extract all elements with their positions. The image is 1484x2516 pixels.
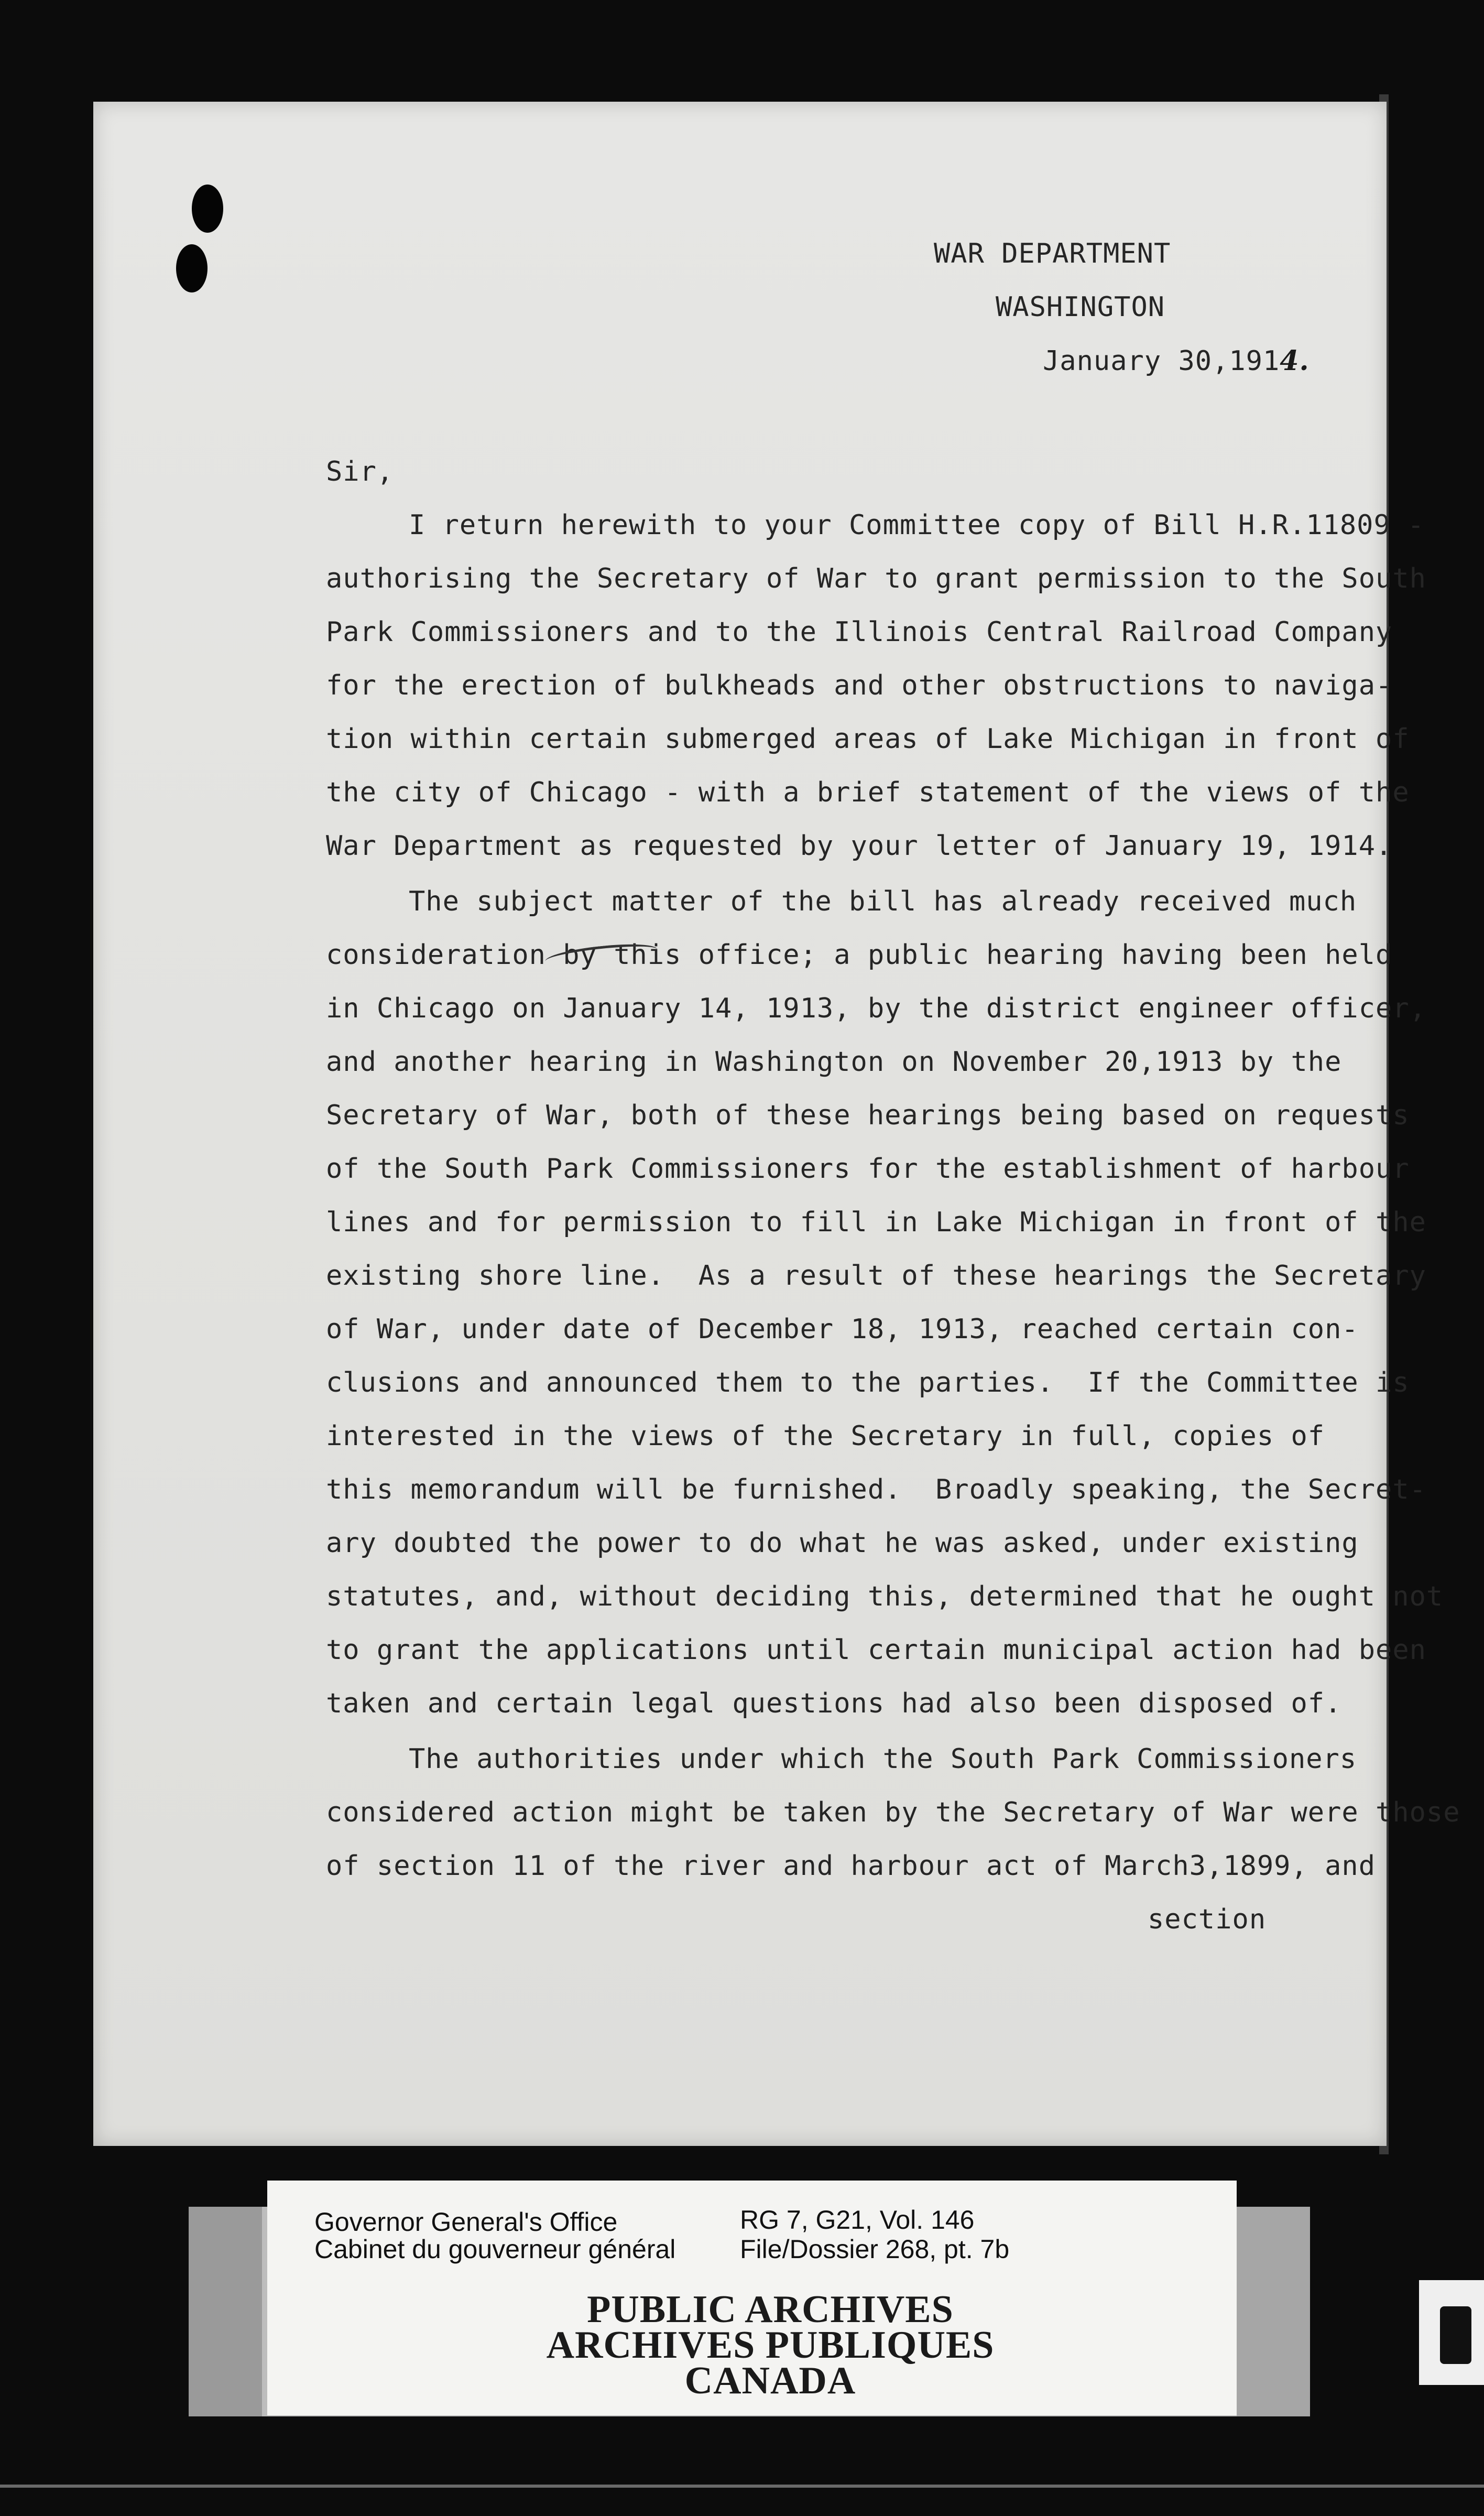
body-line: The subject matter of the bill has already received much: [409, 886, 1357, 917]
body-line: tion within certain submerged areas of Lake Michigan in front of: [326, 723, 1410, 755]
body-line: authorising the Secretary of War to grant permission to the South: [326, 563, 1426, 594]
film-edge-line: [0, 2485, 1484, 2488]
body-line: Secretary of War, both of these hearings being based on requests: [326, 1100, 1410, 1131]
letter-date-typed: January 30,191: [1043, 345, 1280, 377]
label-band-edge: [1237, 2207, 1310, 2416]
archives-stamp-line: ARCHIVES PUBLIQUES: [546, 2324, 995, 2367]
body-line: consideration by this office; a public hearing having been held: [326, 939, 1393, 971]
punch-hole: [192, 185, 223, 233]
label-office-en: Governor General's Office: [314, 2207, 618, 2237]
body-line: The authorities under which the South Park Commissioners: [409, 1743, 1357, 1775]
body-line: Park Commissioners and to the Illinois Central Railroad Company: [326, 616, 1393, 648]
salutation: Sir,: [326, 456, 394, 487]
body-line: for the erection of bulkheads and other obstructions to naviga-: [326, 670, 1393, 701]
label-band-edge: [189, 2207, 262, 2416]
body-line: of the South Park Commissioners for the establishment of harbour: [326, 1153, 1410, 1185]
label-office-fr: Cabinet du gouverneur général: [314, 2235, 676, 2264]
body-line: of War, under date of December 18, 1913, reached certain con-: [326, 1314, 1359, 1345]
body-line: clusions and announced them to the parties. If the Committee is: [326, 1367, 1410, 1398]
archives-stamp-line: CANADA: [684, 2359, 856, 2402]
letter-date: [1043, 345, 1310, 377]
body-line: lines and for permission to fill in Lake Michigan in front of the: [326, 1207, 1426, 1238]
department-name: WAR DEPARTMENT: [934, 238, 1171, 269]
film-frame-marker-glyph: [1440, 2306, 1471, 2364]
body-line: ary doubted the power to do what he was asked, under existing: [326, 1527, 1359, 1559]
body-line: existing shore line. As a result of these hearings the Secretary: [326, 1260, 1426, 1292]
label-reference-volume: RG 7, G21, Vol. 146: [740, 2205, 975, 2235]
body-line: and another hearing in Washington on November 20,1913 by the: [326, 1046, 1342, 1078]
page-catchword: section: [1148, 1904, 1267, 1935]
body-line: considered action might be taken by the Secretary of War were those: [326, 1797, 1460, 1828]
body-line: taken and certain legal questions had also been disposed of.: [326, 1688, 1342, 1719]
body-line: War Department as requested by your letter of January 19, 1914.: [326, 830, 1393, 862]
punch-hole: [176, 244, 208, 292]
body-line: of section 11 of the river and harbour act of March3,1899, and: [326, 1850, 1376, 1882]
body-line: this memorandum will be furnished. Broadly speaking, the Secret-: [326, 1474, 1426, 1505]
body-line: statutes, and, without deciding this, determined that he ought not: [326, 1581, 1444, 1612]
body-line: the city of Chicago - with a brief statement of the views of the: [326, 777, 1410, 808]
letter-date-handwritten: 4.: [1280, 345, 1310, 377]
department-city: WASHINGTON: [996, 291, 1165, 323]
archives-stamp-line: PUBLIC ARCHIVES: [587, 2288, 954, 2331]
label-reference-file: File/Dossier 268, pt. 7b: [740, 2235, 1010, 2264]
body-line: interested in the views of the Secretary in full, copies of: [326, 1420, 1325, 1452]
body-line: to grant the applications until certain municipal action had been: [326, 1634, 1426, 1666]
body-line: in Chicago on January 14, 1913, by the district engineer officer,: [326, 993, 1426, 1024]
body-line: I return herewith to your Committee copy of Bill H.R.11809 -: [409, 509, 1425, 541]
